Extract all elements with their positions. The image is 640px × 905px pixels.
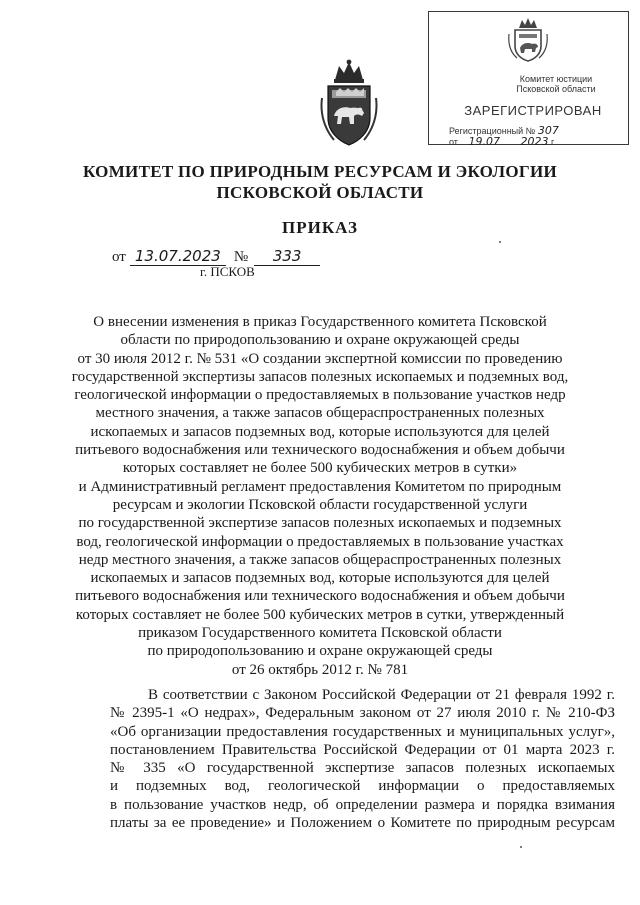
order-body-paragraph — [110, 686, 615, 832]
body-line: и подземных вод, геологической информации о предоставляемых — [110, 778, 615, 795]
body-line: № 335 «О государственной экспертизе запасов полезных ископаемых — [110, 760, 615, 777]
subject-line: вод, геологической информации о предоставляемых в пользование участках — [76, 533, 564, 550]
order-number: 333 — [254, 247, 320, 266]
scan-speck — [499, 241, 501, 243]
stamp-reg-number: 307 — [537, 124, 559, 137]
stamp-emblem-icon — [505, 16, 551, 62]
stamp-year: 2023 — [520, 135, 549, 148]
subject-line: от 30 июля 2012 г. № 531 «О создании экспертной комиссии по проведению — [77, 350, 563, 367]
order-subject — [60, 313, 580, 679]
body-line: платы за ее проведение» и Положением о Комитете по природным ресурсам — [110, 815, 615, 832]
subject-line: по государственной экспертизе запасов полезных ископаемых и подземных — [78, 515, 562, 532]
body-line: в пользование участков недр, об определении размера и порядка взимания — [110, 796, 615, 813]
order-date-prefix: от — [112, 249, 126, 265]
subject-line: государственной экспертизы запасов полезных ископаемых и подземных вод, — [71, 368, 569, 385]
stamp-reg-label: Регистрационный № — [449, 126, 536, 136]
subject-line: по природопользованию и охране окружающей среды — [147, 643, 493, 660]
subject-line: ресурсам и экологии Псковской области государственной услуги — [112, 496, 528, 513]
body-line: В соответствии с Законом Российской Федерации от 21 февраля 1992 г. — [148, 687, 615, 703]
subject-line: О внесении изменения в приказ Государственного комитета Псковской — [93, 314, 547, 330]
body-line: «Об организации предоставления государственных и муниципальных услуг», — [110, 723, 615, 740]
order-title: ПРИКАЗ — [282, 218, 358, 237]
subject-line: ископаемых и запасов подземных вод, которые используются для целей — [90, 423, 550, 440]
stamp-date-line — [449, 135, 556, 148]
committee-heading-line2: ПСКОВСКОЙ ОБЛАСТИ — [216, 183, 424, 202]
scan-speck — [520, 846, 522, 848]
registration-stamp — [428, 11, 629, 148]
committee-heading — [60, 161, 580, 203]
body-line: № 2395-1 «О недрах», Федеральным законом от 27 июля 2010 г. № 210-ФЗ — [110, 705, 615, 722]
subject-line: области по природопользованию и охране окружающей среды — [120, 332, 520, 349]
committee-heading-line1: КОМИТЕТ ПО ПРИРОДНЫМ РЕСУРСАМ И ЭКОЛОГИИ — [82, 162, 558, 181]
stamp-date-prefix: от — [449, 137, 458, 147]
stamp-registered-text: ЗАРЕГИСТРИРОВАН — [464, 103, 602, 118]
subject-line: ископаемых и запасов подземных вод, которые используются для целей — [90, 570, 550, 587]
stamp-year-suffix: г. — [550, 137, 556, 147]
subject-line: которых составляет не более 500 кубических метров в сутки, утвержденный — [75, 606, 565, 623]
stamp-date: 19.07 — [468, 135, 500, 148]
stamp-org-line1: Комитет юстиции — [519, 74, 593, 84]
body-line: постановлением Правительства Российской Федерации от 01 марта 2023 г. — [110, 741, 615, 758]
subject-line: питьевого водоснабжения или технического водоснабжения и объем добычи — [75, 588, 565, 605]
order-city: г. ПСКОВ — [200, 264, 255, 279]
subject-line: от 26 октябрь 2012 г. № 781 — [231, 661, 409, 678]
order-number-sign: № — [233, 249, 249, 265]
subject-line: местного значения, а также запасов общераспространенных полезных — [95, 405, 545, 422]
order-date: 13.07.2023 — [130, 247, 226, 266]
subject-line: которых составляет не более 500 кубических метров в сутки» — [122, 460, 518, 477]
subject-line: питьевого водоснабжения или технического водоснабжения и объем добычи — [75, 442, 565, 459]
stamp-organization — [487, 74, 625, 94]
subject-line: недр местного значения, а также запасов общераспространенных полезных — [78, 551, 562, 568]
stamp-org-line2: Псковской области — [516, 84, 596, 94]
coat-of-arms-emblem — [318, 58, 380, 148]
subject-line: приказом Государственного комитета Псковской области — [138, 625, 502, 642]
subject-line: геологической информации о предоставляемых в пользование участков недр — [74, 387, 566, 404]
subject-line: и Административный регламент предоставления Комитетом по природным — [78, 478, 562, 495]
